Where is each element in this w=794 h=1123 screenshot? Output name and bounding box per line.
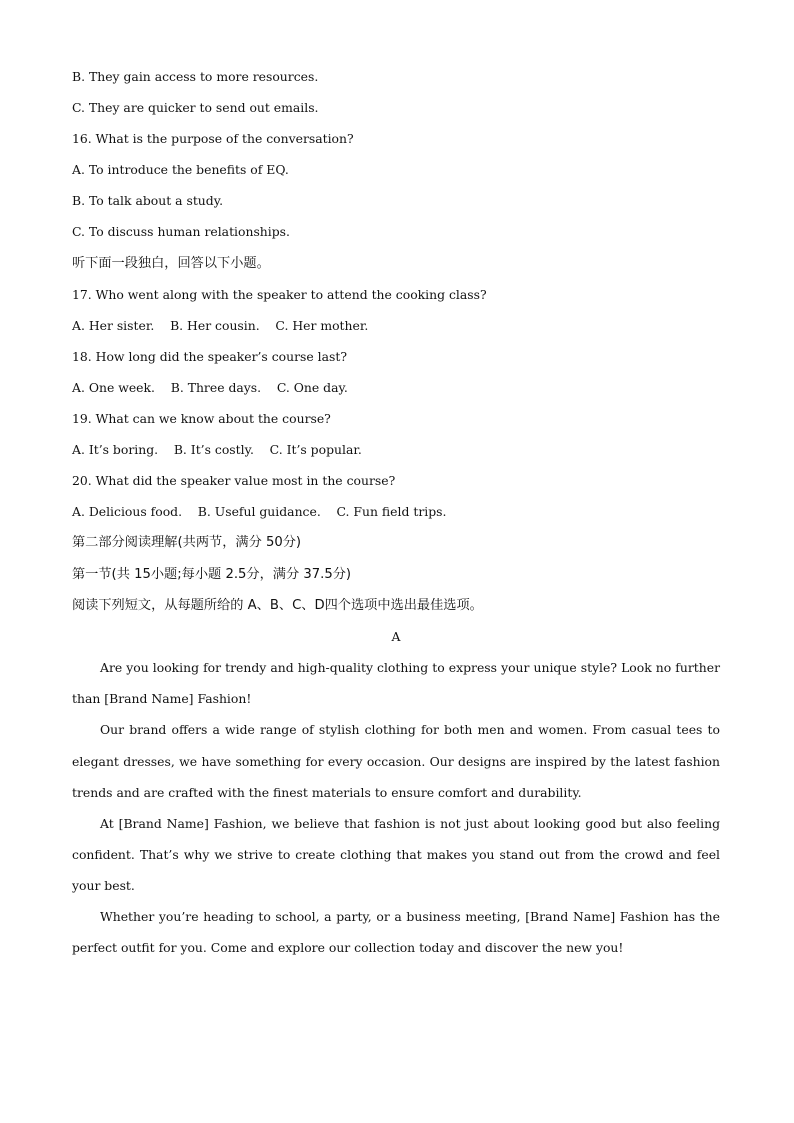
question-18: 18. How long did the speaker’s course last? — [72, 348, 347, 364]
part-two-heading: 第二部分阅读理解(共两节，满分 50分) — [72, 535, 302, 551]
option-16c: C. To discuss human relationships. — [72, 224, 290, 240]
passage-paragraph-4: Whether you’re heading to school, a party, or a business meeting, [Brand Name] Fashion has the perfect outfit for you. Come and explore our collection today and discover the new you! — [72, 909, 720, 956]
option-16b: B. To talk about a study. — [72, 193, 224, 209]
question-19: 19. What can we know about the course? — [72, 411, 331, 427]
reading-instruction: 阅读下列短文，从每题所给的 A、B、C、D四个选项中选出最佳选项。 — [72, 597, 483, 613]
options-20: A. Delicious food. B. Useful guidance. C. Fun field trips. — [72, 504, 447, 520]
option-15b: B. They gain access to more resources. — [72, 69, 319, 84]
passage-paragraph-2: Our brand offers a wide range of stylish clothing for both men and women. From casual tees to elegant dresses, we have something for every occasion. Our designs are inspired by the latest fashion trends and are crafted with the finest materials to ensure comfort and durability. — [72, 722, 720, 800]
document-page — [72, 66, 720, 968]
passage-paragraph-1: Are you looking for trendy and high-quality clothing to express your unique style? Look no further than [Brand Name] Fashion! — [72, 660, 720, 707]
options-18: A. One week. B. Three days. C. One day. — [72, 379, 348, 395]
question-17: 17. Who went along with the speaker to attend the cooking class? — [72, 286, 487, 302]
question-20: 20. What did the speaker value most in the course? — [72, 473, 396, 489]
option-16a: A. To introduce the benefits of EQ. — [72, 162, 289, 178]
option-15c: C. They are quicker to send out emails. — [72, 100, 319, 116]
monologue-instruction: 听下面一段独白，回答以下小题。 — [72, 255, 270, 271]
options-17: A. Her sister. B. Her cousin. C. Her mother. — [72, 317, 369, 333]
passage-paragraph-3: At [Brand Name] Fashion, we believe that fashion is not just about looking good but also feeling confident. That’s why we strive to create clothing that makes you stand out from the crowd and feel your best. — [72, 815, 720, 893]
passage-label: A — [391, 628, 401, 644]
options-19: A. It’s boring. B. It’s costly. C. It’s popular. — [72, 442, 362, 458]
section-one-heading: 第一节(共 15小题;每小题 2.5分，满分 37.5分) — [72, 566, 352, 582]
question-16: 16. What is the purpose of the conversation? — [72, 131, 354, 147]
